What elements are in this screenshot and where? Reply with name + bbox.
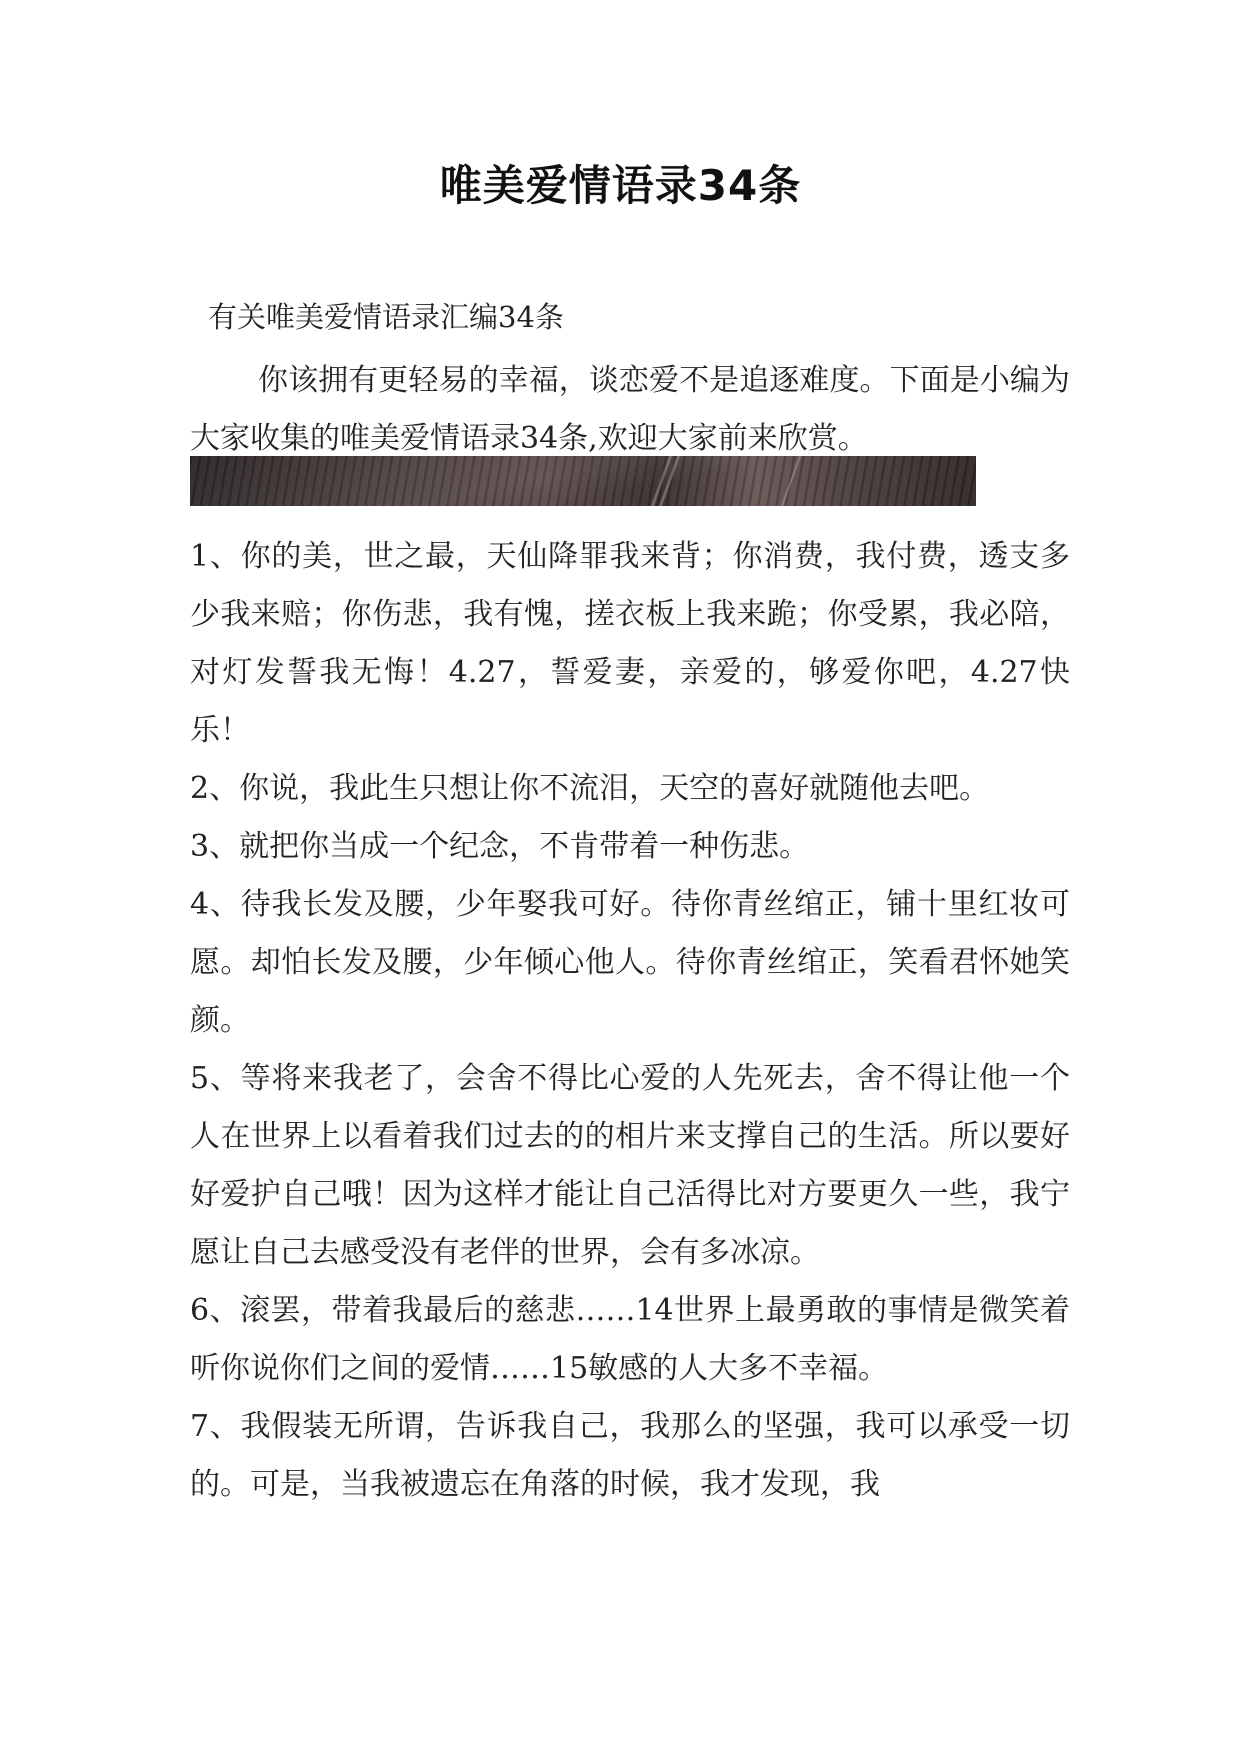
quote-item: 5、等将来我老了，会舍不得比心爱的人先死去，舍不得让他一个人在世界上以看着我们过去的的相片来支撑自己的生活。所以要好好爱护自己哦！因为这样才能让自己活得比对方要更久一些，我宁愿让自己去感受没有老伴的世界，会有多冰凉。 <box>190 1061 1070 1270</box>
quote-item: 1、你的美，世之最，天仙降罪我来背；你消费，我付费，透支多少我来赔；你伤悲，我有愧，搓衣板上我来跪；你受累，我必陪，对灯发誓我无悔！4.27，誓爱妻，亲爱的，够爱你吧，4.27快乐！ <box>190 539 1070 748</box>
document-title: 唯美爱情语录34条 <box>439 161 802 210</box>
wood-banner-image <box>190 456 976 506</box>
quote-item: 6、滚罢，带着我最后的慈悲……14世界上最勇敢的事情是微笑着听你说你们之间的爱情……15敏感的人大多不幸福。 <box>190 1293 1070 1386</box>
quote-item: 4、待我长发及腰，少年娶我可好。待你青丝绾正，铺十里红妆可愿。却怕长发及腰，少年倾心他人。待你青丝绾正，笑看君怀她笑颜。 <box>190 887 1070 1038</box>
quote-item: 2、你说，我此生只想让你不流泪，天空的喜好就随他去吧。 <box>190 771 990 806</box>
quote-item: 7、我假装无所谓，告诉我自己，我那么的坚强，我可以承受一切的。可是，当我被遗忘在角落的时候，我才发现，我 <box>190 1409 1070 1502</box>
quote-item: 3、就把你当成一个纪念，不肯带着一种伤悲。 <box>190 829 810 864</box>
document-subtitle: 有关唯美爱情语录汇编34条 <box>208 300 564 334</box>
quote-list <box>190 528 1070 1514</box>
intro-paragraph: 你该拥有更轻易的幸福，谈恋爱不是追逐难度。下面是小编为大家收集的唯美爱情语录34条,欢迎大家前来欣赏。 <box>190 363 1070 456</box>
